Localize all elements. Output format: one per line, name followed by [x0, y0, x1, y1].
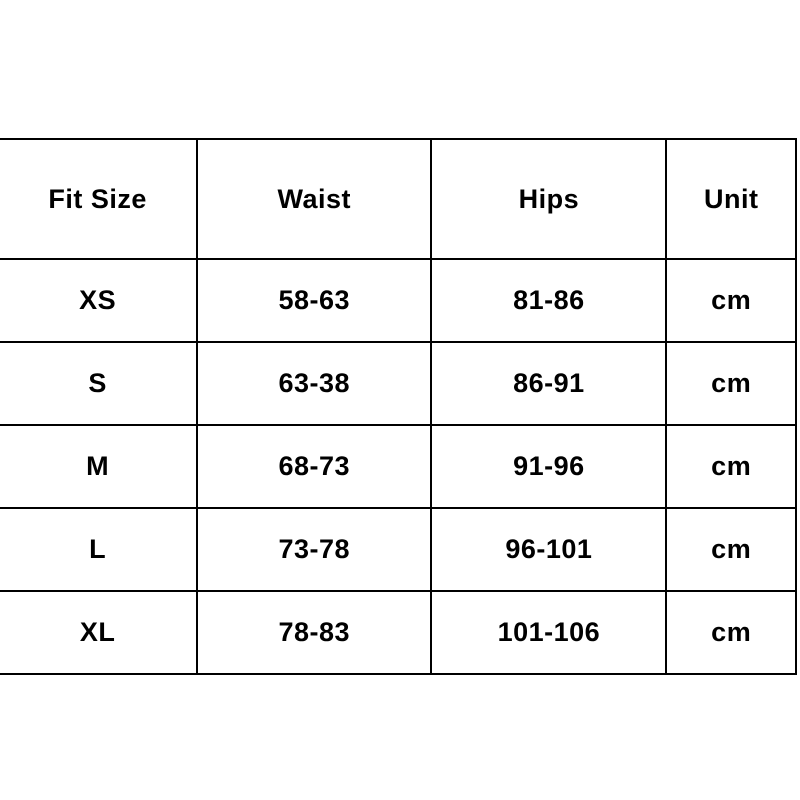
hips-cell: 96-101 [431, 508, 666, 591]
table-row-l [0, 508, 796, 591]
table-row-xs [0, 259, 796, 342]
waist-cell: 68-73 [197, 425, 431, 508]
header-fit-size: Fit Size [0, 139, 197, 259]
hips-cell: 86-91 [431, 342, 666, 425]
size-cell: XS [0, 259, 197, 342]
unit-cell: cm [666, 342, 796, 425]
unit-cell: cm [666, 508, 796, 591]
table-row-xl [0, 591, 796, 674]
size-chart-table [0, 138, 797, 675]
table-header-row [0, 139, 796, 259]
hips-cell: 101-106 [431, 591, 666, 674]
size-cell: XL [0, 591, 197, 674]
unit-cell: cm [666, 425, 796, 508]
table-row-m [0, 425, 796, 508]
header-unit: Unit [666, 139, 796, 259]
hips-cell: 91-96 [431, 425, 666, 508]
waist-cell: 78-83 [197, 591, 431, 674]
size-cell: L [0, 508, 197, 591]
header-waist: Waist [197, 139, 431, 259]
hips-cell: 81-86 [431, 259, 666, 342]
size-cell: S [0, 342, 197, 425]
waist-cell: 58-63 [197, 259, 431, 342]
size-cell: M [0, 425, 197, 508]
unit-cell: cm [666, 591, 796, 674]
waist-cell: 63-38 [197, 342, 431, 425]
table-row-s [0, 342, 796, 425]
waist-cell: 73-78 [197, 508, 431, 591]
unit-cell: cm [666, 259, 796, 342]
header-hips: Hips [431, 139, 666, 259]
